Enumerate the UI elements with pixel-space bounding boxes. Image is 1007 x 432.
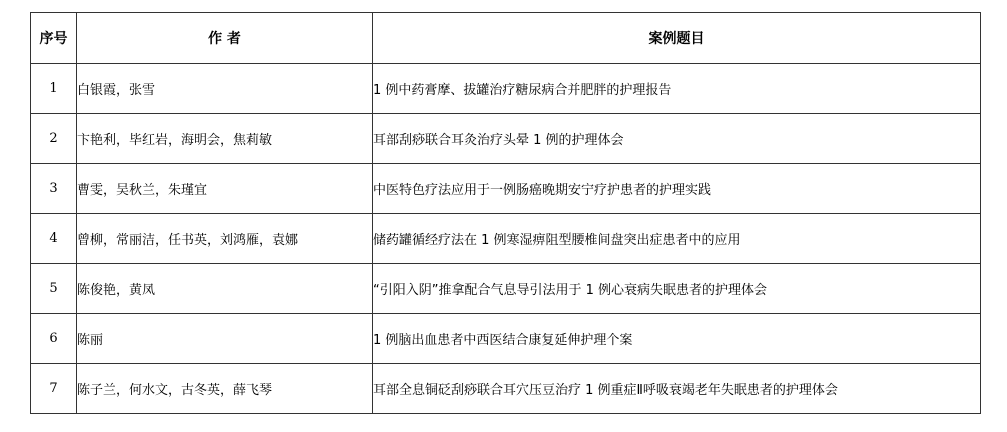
row-number: 5 <box>31 264 77 314</box>
row-number: 2 <box>31 114 77 164</box>
row-author: 陈子兰，何水文，古冬英，薛飞琴 <box>77 364 373 414</box>
row-author: 陈丽 <box>77 314 373 364</box>
row-number: 1 <box>31 64 77 114</box>
case-table <box>30 12 981 414</box>
header-no: 序号 <box>31 13 77 64</box>
header-row <box>31 13 981 64</box>
row-author: 陈俊艳，黄凤 <box>77 264 373 314</box>
table-row <box>31 364 981 414</box>
row-title: 储药罐循经疗法在 1 例寒湿痹阻型腰椎间盘突出症患者中的应用 <box>373 214 981 264</box>
row-title: 1 例脑出血患者中西医结合康复延伸护理个案 <box>373 314 981 364</box>
row-author: 曹雯，吴秋兰，朱瑾宜 <box>77 164 373 214</box>
table-row <box>31 64 981 114</box>
row-title: 耳部刮痧联合耳灸治疗头晕 1 例的护理体会 <box>373 114 981 164</box>
table-row <box>31 314 981 364</box>
header-author: 作 者 <box>77 13 373 64</box>
row-author: 曾柳，常丽洁，任书英，刘鸿雁，袁娜 <box>77 214 373 264</box>
row-title: 1 例中药膏摩、拔罐治疗糖尿病合并肥胖的护理报告 <box>373 64 981 114</box>
row-number: 4 <box>31 214 77 264</box>
row-number: 3 <box>31 164 77 214</box>
row-number: 7 <box>31 364 77 414</box>
header-title: 案例题目 <box>373 13 981 64</box>
row-title: 中医特色疗法应用于一例肠癌晚期安宁疗护患者的护理实践 <box>373 164 981 214</box>
table-row <box>31 114 981 164</box>
table-row <box>31 264 981 314</box>
row-author: 卞艳利，毕红岩，海明会，焦莉敏 <box>77 114 373 164</box>
row-title: “引阳入阴”推拿配合气息导引法用于 1 例心衰病失眠患者的护理体会 <box>373 264 981 314</box>
row-number: 6 <box>31 314 77 364</box>
table-row <box>31 214 981 264</box>
table-row <box>31 164 981 214</box>
row-author: 白银霞，张雪 <box>77 64 373 114</box>
row-title: 耳部全息铜砭刮痧联合耳穴压豆治疗 1 例重症Ⅱ呼吸衰竭老年失眠患者的护理体会 <box>373 364 981 414</box>
